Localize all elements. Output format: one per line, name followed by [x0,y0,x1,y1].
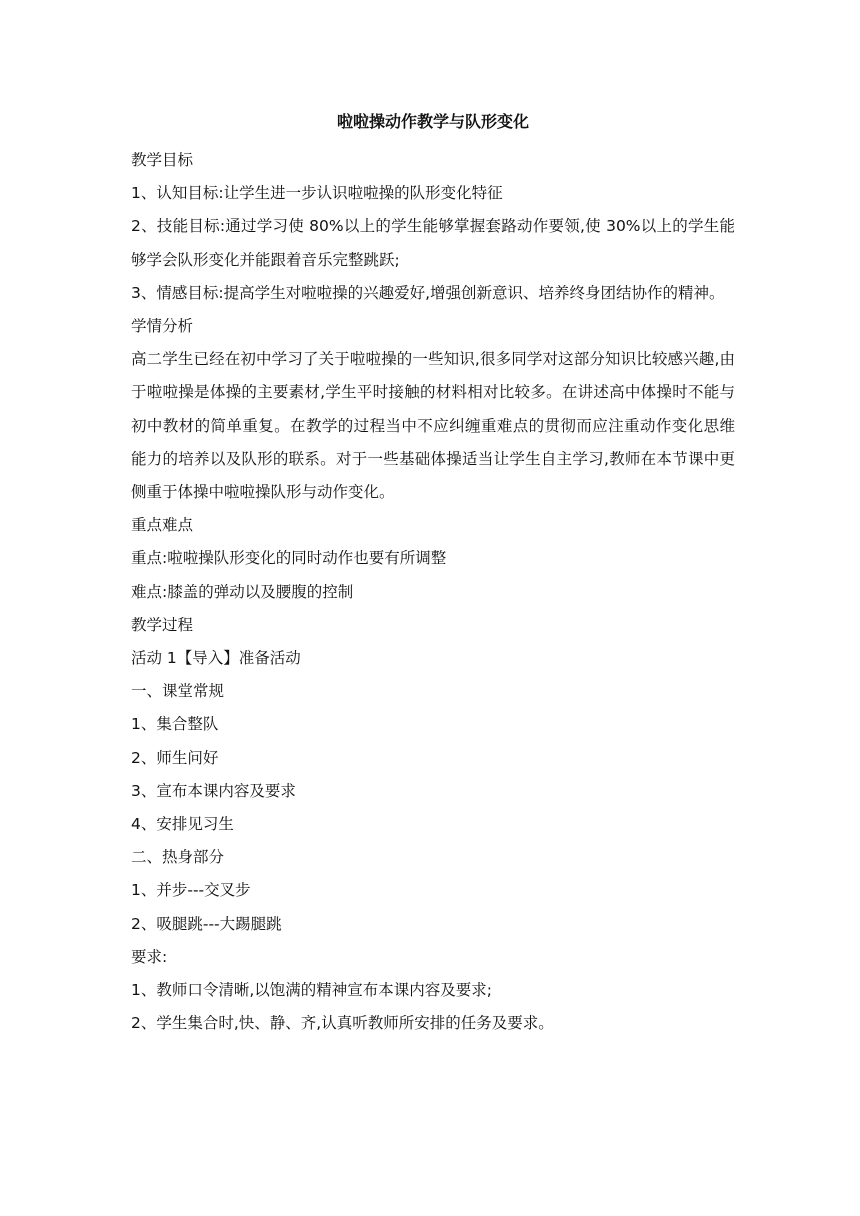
subsection-classroom-routine: 一、课堂常规 [131,682,225,701]
student-analysis-paragraph: 高二学生已经在初中学习了关于啦啦操的一些知识,很多同学对这部分知识比较感兴趣,由于啦啦操是体操的主要素材,学生平时接触的材料相对比较多。在讲述高中体操时不能与初中教材的简单重复。在教学的过程当中不应纠缠重难点的贯彻而应注重动作变化思维能力的培养以及队形的联系。对于一些基础体操适当让学生自主学习,教师在本节课中更侧重于体操中啦啦操队形与动作变化。 [131,350,735,502]
list-item: 1、集合整队 [131,715,219,734]
list-item: 3、宣布本课内容及要求 [131,781,296,800]
goal-emotional: 3、情感目标:提高学生对啦啦操的兴趣爱好,增强创新意识、培养终身团结协作的精神。 [131,283,725,302]
list-item: 1、教师口令清晰,以饱满的精神宣布本课内容及要求; [131,981,493,1000]
section-heading-teaching-goals: 教学目标 [131,151,194,169]
goal-skill: 2、技能目标:通过学习使 80%以上的学生能够掌握套路动作要领,使 30%以上的学生能够学会队形变化并能跟着音乐完整跳跃; [131,217,735,269]
list-item: 2、学生集合时,快、静、齐,认真听教师所安排的任务及要求。 [131,1014,554,1033]
section-heading-key-points: 重点难点 [131,516,194,535]
section-heading-teaching-process: 教学过程 [131,615,194,634]
section-heading-student-analysis: 学情分析 [131,317,194,336]
goal-cognitive: 1、认知目标:让学生进一步认识啦啦操的队形变化特征 [131,184,503,203]
difficult-point: 难点:膝盖的弹动以及腰腹的控制 [131,582,354,601]
key-point: 重点:啦啦操队形变化的同时动作也要有所调整 [131,549,447,568]
list-item: 1、并步---交叉步 [131,881,251,900]
requirements-heading: 要求: [131,947,168,966]
list-item: 2、吸腿跳---大踢腿跳 [131,914,282,933]
subsection-warmup: 二、热身部分 [131,848,225,867]
document-title: 啦啦操动作教学与队形变化 [336,112,529,131]
activity-1-heading: 活动 1【导入】准备活动 [131,649,301,668]
list-item: 4、安排见习生 [131,815,234,834]
document-body [131,110,735,1040]
list-item: 2、师生问好 [131,748,219,767]
